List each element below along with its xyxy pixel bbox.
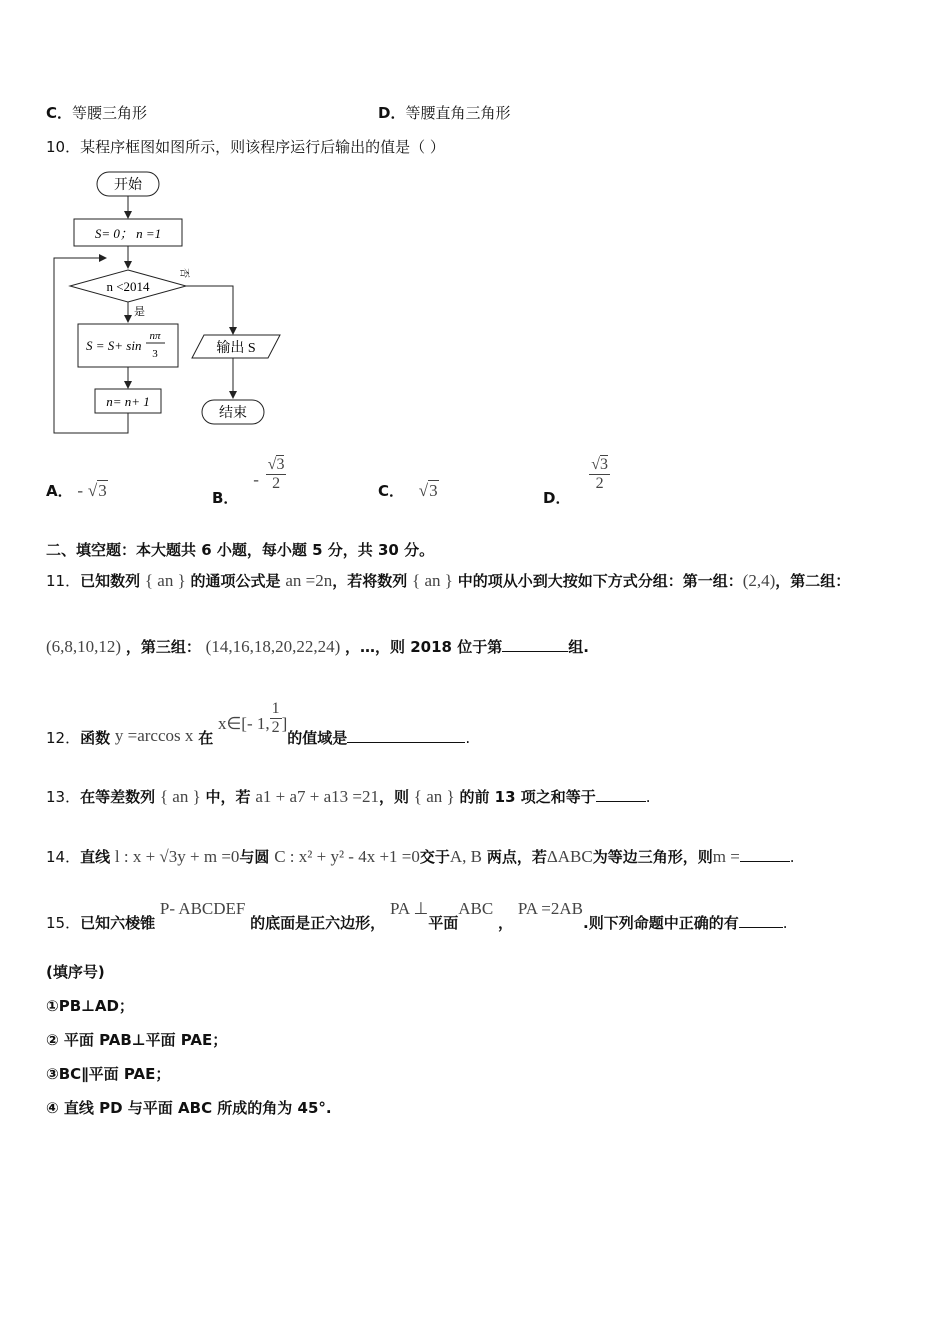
q15-number: 15． xyxy=(46,914,81,932)
q15-item-1: ①PB⊥AD； xyxy=(46,997,134,1015)
q12-domain-left: x∈[- 1, xyxy=(217,713,270,733)
q9-option-c-label: C． xyxy=(46,104,73,122)
q10-option-a-label: A． xyxy=(46,482,73,500)
q12-number: 12． xyxy=(46,728,81,747)
q10-text: 某程序框图如图所示，则该程序运行后输出的值是（ ） xyxy=(80,138,445,156)
q14-number: 14． xyxy=(46,848,81,866)
q13-answer-blank[interactable] xyxy=(596,787,646,802)
q11-seq-2: { an } xyxy=(412,571,453,590)
flow-incr-text: n= n+ 1 xyxy=(106,394,150,409)
q15-answer-blank[interactable] xyxy=(739,913,783,928)
q9-option-c xyxy=(46,102,147,123)
flow-no-label: 否 xyxy=(178,268,189,278)
flow-body-text: S = S+ sin xyxy=(86,338,142,353)
q14-line-eq: l : x + √3y + m =0 xyxy=(114,847,240,866)
q9-option-d-text: 等腰直角三角形 xyxy=(405,104,511,122)
q11-formula: an =2n xyxy=(285,571,333,590)
q12-answer-blank[interactable] xyxy=(347,728,465,743)
q12-function: y =arccos x xyxy=(114,725,194,745)
q14-m: m = xyxy=(712,847,740,866)
q10-option-a xyxy=(46,480,108,501)
q14-line: 14．直线 l : x + √3y + m =0与圆 C : x² + y² - 4x +1 =0交于A, B 两点，若ΔABC为等边三角形，则m = . xyxy=(46,847,795,866)
q12-domain-fraction: $\frac{1}{2}$ xyxy=(271,700,280,736)
flow-body-den: 3 xyxy=(152,348,158,360)
q9-option-d-label: D． xyxy=(378,104,406,122)
q15-perp: PA ⊥ xyxy=(389,899,429,918)
q15-line: 15．已知六棱锥 P- ABCDEF 的底面是正六边形， PA ⊥平面ABC ， PA =2AB.则下列命题中正确的有 . xyxy=(46,899,788,932)
q15-equation: PA =2AB xyxy=(517,899,584,918)
q9-option-d xyxy=(378,102,510,123)
flow-decision-text: n <2014 xyxy=(106,279,150,294)
q15-plane: ABC xyxy=(458,899,494,918)
q15-pyramid: P- ABCDEF xyxy=(159,899,246,918)
q10-option-b-sign: - xyxy=(253,469,259,489)
q13-line: 13．在等差数列 { an } 中，若 a1 + a7 + a13 =21，则 { an } 的前 13 项之和等于 . xyxy=(46,787,651,806)
flow-init-text: S= 0； n =1 xyxy=(94,226,162,241)
q15-item-2: ② 平面 PAB⊥平面 PAE； xyxy=(46,1031,228,1049)
q10-stem xyxy=(46,136,445,157)
q14-triangle: ΔABC xyxy=(546,847,593,866)
flow-end-text: 结束 xyxy=(219,406,247,421)
flow-body-num: nπ xyxy=(149,330,161,342)
q14-points: A, B xyxy=(449,847,483,866)
q10-option-d xyxy=(543,456,610,507)
q10-option-c xyxy=(378,480,439,501)
q11-number: 11． xyxy=(46,572,81,590)
q10-option-b-label: B． xyxy=(212,488,239,507)
q13-condition: a1 + a7 + a13 =21 xyxy=(255,787,379,806)
q10-option-c-sqrt: √3 xyxy=(418,481,438,500)
q10-number: 10． xyxy=(46,138,81,156)
q14-circle-eq: C : x² + y² - 4x +1 =0 xyxy=(274,847,420,866)
q9-option-c-text: 等腰三角形 xyxy=(72,104,148,122)
q15-note: (填序号) xyxy=(46,963,105,981)
q10-option-a-sign: - xyxy=(77,481,84,500)
q15-item-3: ③BC∥平面 PAE； xyxy=(46,1065,171,1083)
q10-option-b xyxy=(212,456,286,507)
q10-flowchart xyxy=(48,166,288,438)
q10-option-c-label: C． xyxy=(378,482,405,500)
q10-option-d-label: D． xyxy=(543,488,571,507)
q11-seq: { an } xyxy=(144,571,186,590)
q11-answer-blank[interactable] xyxy=(502,637,568,652)
q13-seq-2: { an } xyxy=(413,787,455,806)
q13-number: 13． xyxy=(46,788,81,806)
q11-line1: 11．已知数列 { an } 的通项公式是 an =2n，若将数列 { an } 中的项从小到大按如下方式分组：第一组：(2,4)，第二组： xyxy=(46,571,851,590)
q14-answer-blank[interactable] xyxy=(740,847,790,862)
q12-line: 12．函数 y =arccos x 在 x∈[- 1, $\frac{1}{2}$ ]的值域是 . xyxy=(46,700,471,747)
flow-start-text: 开始 xyxy=(114,178,142,193)
q15-item-4: ④ 直线 PD 与平面 ABC 所成的角为 45°. xyxy=(46,1099,332,1117)
q11-line2: (6,8,10,12) ，第三组： (14,16,18,20,22,24) ，…，则 2018 位于第 组. xyxy=(46,637,589,656)
q11-group2: (6,8,10,12) xyxy=(46,637,122,656)
q10-option-d-fraction: $\frac{√3}{2}$ xyxy=(591,456,609,492)
q11-group3: (14,16,18,20,22,24) xyxy=(205,637,341,656)
q10-option-b-fraction: $\frac{√3}{2}$ xyxy=(267,456,285,492)
flow-output-text: 输出 S xyxy=(216,341,256,356)
flow-yes-label: 是 xyxy=(134,306,145,318)
q10-option-a-sqrt: √3 xyxy=(87,481,107,500)
q13-seq: { an } xyxy=(159,787,201,806)
section2-title: 二、填空题：本大题共 6 小题，每小题 5 分，共 30 分。 xyxy=(46,541,435,559)
q11-group1: (2,4) xyxy=(742,571,776,590)
